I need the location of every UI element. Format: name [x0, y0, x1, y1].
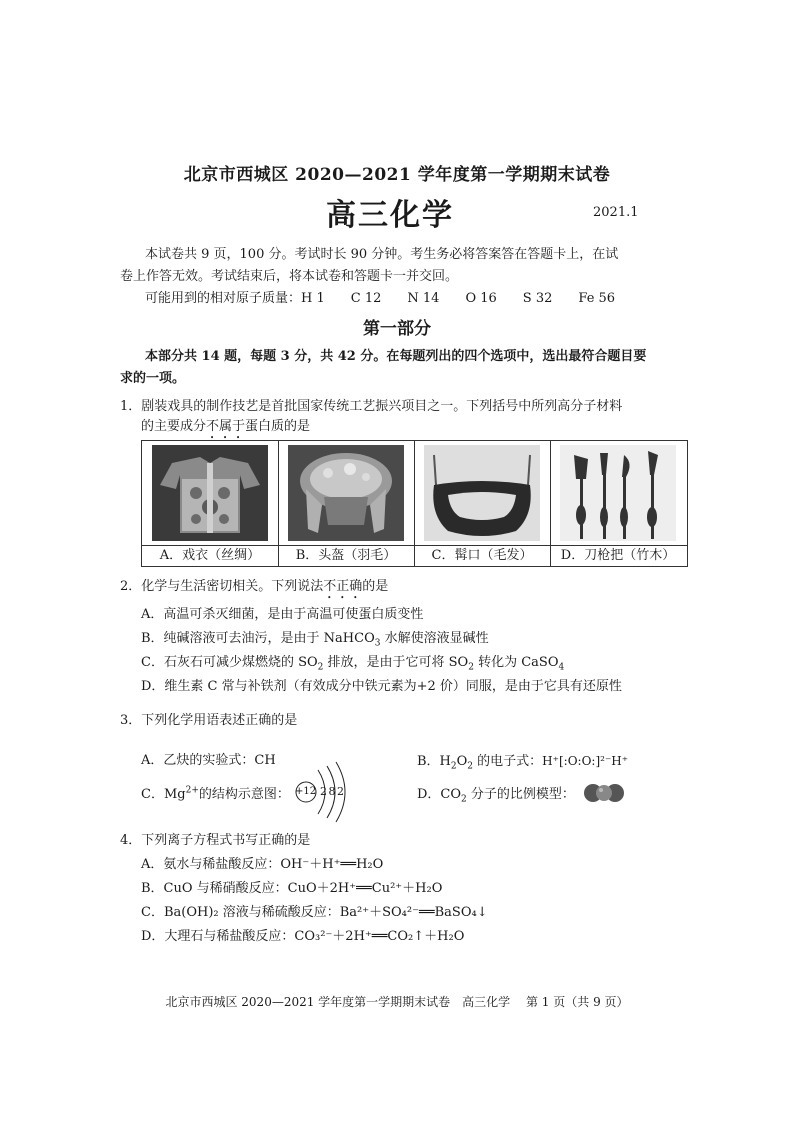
q2-emphasis: 不正确 — [323, 579, 363, 594]
q2-c-sub3: 4 — [558, 662, 565, 673]
q2-c-post: 转化为 CaSO — [473, 655, 559, 670]
mass-fe: Fe 56 — [578, 291, 616, 306]
mass-c: C 12 — [350, 291, 382, 306]
q3-c-sup: 2+ — [185, 785, 199, 796]
q1-option-c: C．髯口（毛发） — [431, 548, 533, 563]
q2-c-mid: 排放，是由于它可将 SO — [323, 655, 469, 670]
atomic-masses-label: 可能用到的相对原子质量： — [145, 291, 302, 306]
q1-options-table — [141, 440, 688, 567]
subject-title: 高三化学 — [326, 198, 454, 233]
q3-c-pre: C．Mg — [141, 787, 186, 802]
q3-option-b — [417, 752, 628, 771]
mass-h: H 1 — [301, 291, 325, 306]
q3-option-a: A．乙炔的实验式：CH — [141, 753, 276, 768]
q2-option-d: D．维生素 C 常与补铁剂（有效成分中铁元素为+2 价）同服，是由于它具有还原性 — [141, 679, 622, 694]
q1-stem-line-1: 1．剧装戏具的制作技艺是首批国家传统工艺振兴项目之一。下列括号中所列高分子材料 — [120, 399, 623, 414]
mass-s: S 32 — [522, 291, 553, 306]
weapon-handles-image — [560, 445, 676, 541]
q2-option-a: A．高温可杀灭细菌，是由于高温可使蛋白质变性 — [141, 607, 424, 622]
q4-option-b: B．CuO 与稀硝酸反应：CuO＋2H⁺══Cu²⁺＋H₂O — [141, 881, 443, 896]
instructions-line-2: 卷上作答无效。考试结束后，将本试卷和答题卡一并交回。 — [120, 269, 459, 284]
q2-stem-post: 的是 — [362, 579, 389, 594]
q2-option-b — [141, 630, 489, 648]
page-footer: 北京市西城区 2020—2021 学年度第一学期期末试卷 高三化学 第 1 页（共 9 页） — [165, 995, 629, 1009]
q3-d-sub: 2 — [461, 794, 467, 805]
q2-option-c — [141, 654, 564, 672]
table-divider — [142, 545, 687, 546]
mass-n: N 14 — [407, 291, 440, 306]
part1-desc-line-2: 求的一项。 — [120, 371, 186, 386]
beard-image — [424, 445, 540, 541]
q1-emphasis: 不属于 — [206, 419, 246, 434]
q2-b-sub: 3 — [374, 638, 381, 649]
shell-electrons: 2 8 2 — [320, 785, 343, 798]
q4-option-c: C．Ba(OH)₂ 溶液与稀硫酸反应：Ba²⁺＋SO₄²⁻══BaSO₄↓ — [141, 905, 488, 920]
mg-ion-structure-diagram — [294, 760, 354, 824]
part1-desc-line-1: 本部分共 14 题，每题 3 分，共 42 分。在每题列出的四个选项中，选出最符合题目要 — [145, 349, 647, 364]
q2-c-sub1: 2 — [317, 662, 324, 673]
q1-option-a: A．戏衣（丝绸） — [159, 548, 261, 563]
exam-date: 2021.1 — [593, 205, 639, 220]
q2-c-sub2: 2 — [468, 662, 474, 673]
q4-stem: 4．下列离子方程式书写正确的是 — [120, 833, 311, 848]
q3-b-mid: O — [456, 754, 468, 769]
helmet-image — [288, 445, 404, 541]
q3-c-post: 的结构示意图： — [198, 787, 290, 802]
nucleus-charge: +12 — [295, 786, 317, 797]
instructions-line-1: 本试卷共 9 页，100 分。考试时长 90 分钟。考生务必将答案答在答题卡上，在试 — [145, 247, 619, 262]
q3-b-sub2: 2 — [467, 761, 474, 772]
q3-d-pre: D．CO — [417, 787, 462, 802]
h2o2-electron-formula: H⁺[:O:O:]²⁻H⁺ — [542, 754, 629, 768]
part1-title: 第一部分 — [363, 319, 431, 339]
q1-option-b: B．头盔（羽毛） — [295, 548, 397, 563]
q3-option-c — [141, 786, 290, 804]
q3-b-post: 的电子式： — [473, 754, 543, 769]
q3-d-post: 分子的比例模型： — [466, 787, 575, 802]
q2-b-post: 水解使溶液显碱性 — [380, 631, 489, 646]
q3-b-sub1: 2 — [450, 761, 457, 772]
q2-c-pre: C．石灰石可减少煤燃烧的 SO — [141, 655, 318, 670]
q3-option-d — [417, 786, 575, 804]
opera-robe-image — [152, 445, 268, 541]
q1-stem-pre: 的主要成分 — [141, 419, 207, 434]
atomic-masses — [145, 290, 615, 308]
q4-option-a: A．氨水与稀盐酸反应：OH⁻＋H⁺══H₂O — [141, 857, 384, 872]
mass-o: O 16 — [465, 291, 497, 306]
q1-stem-line-2 — [141, 418, 310, 442]
q1-option-d: D．刀枪把（竹木） — [560, 548, 676, 563]
q1-stem-post: 蛋白质的是 — [245, 419, 311, 434]
co2-space-filling-model-icon — [582, 782, 626, 804]
q4-option-d: D．大理石与稀盐酸反应：CO₃²⁻＋2H⁺══CO₂↑＋H₂O — [141, 929, 465, 944]
q3-b-pre: B．H — [417, 754, 451, 769]
q2-stem-pre: 2．化学与生活密切相关。下列说法 — [120, 579, 324, 594]
q3-stem: 3．下列化学用语表述正确的是 — [120, 713, 298, 728]
q2-b-pre: B．纯碱溶液可去油污，是由于 NaHCO — [141, 631, 375, 646]
q2-stem — [120, 578, 388, 602]
exam-title: 北京市西城区 2020—2021 学年度第一学期期末试卷 — [183, 165, 611, 185]
